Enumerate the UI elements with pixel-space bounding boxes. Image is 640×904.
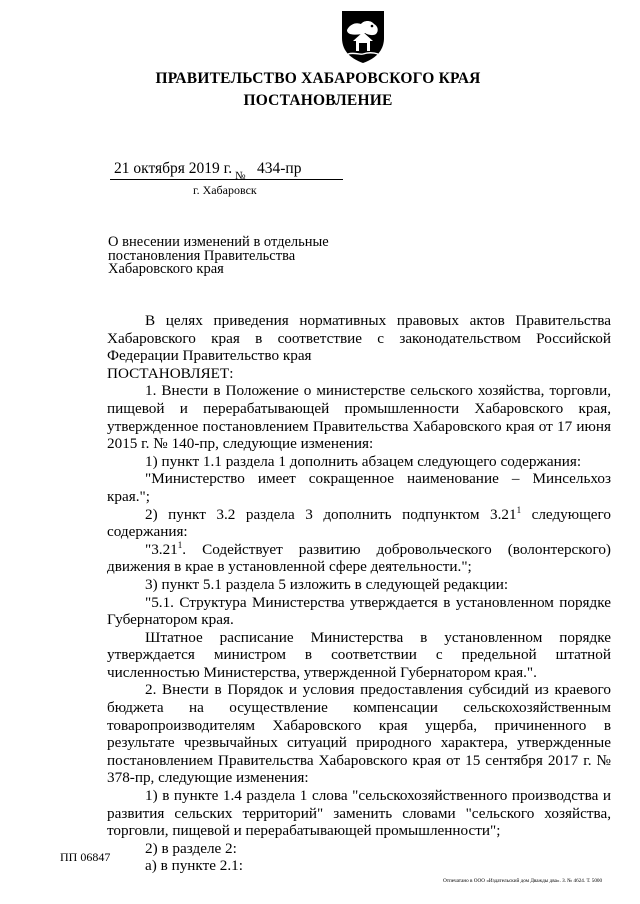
document-number: 434-пр [257,160,302,177]
paragraph: 1) в пункте 1.4 раздела 1 слова "сельскохозяйственного производства и развития сельских территорий" заменить словами "сельского хозяйства, торговли, пищевой и перерабатывающей промышленности"; [107,787,611,840]
paragraph [107,541,611,576]
text-run: 2) пункт 3.2 раздела 3 дополнить подпунктом 3.21 [145,505,517,523]
paragraph: 3) пункт 5.1 раздела 5 изложить в следующей редакции: [145,575,509,593]
printer-note: Отпечатано в ООО «Издательский дом Дважды два». З. № 4624. Т. 5000 [443,878,603,884]
paragraph: 2. Внести в Порядок и условия предоставления субсидий из краевого бюджета на осуществление компенсации сельскохозяйственным товаропроизводителям Хабаровского края ущерба, причиненного в результате чрезвычайных ситуаций природного характера, утвержденные постановлением Правительства Хабаровского края от 15 сентября 2017 г. № 378-пр, следующие изменения: [107,681,611,787]
paragraph: Штатное расписание Министерства в установленном порядке утверждается министром в соответствии с предельной штатной численностью Министерства, утвержденной Губернатором края.". [107,628,611,681]
text-run: . Содействует развитию добровольческого (волонтерского) движения в крае в установленной сфере деятельности."; [107,540,611,576]
paragraph: В целях приведения нормативных правовых актов Правительства Хабаровского края в соответствие с законодательством Российской Федерации Правительство края [107,312,611,365]
date-underline [110,179,343,180]
government-title: ПРАВИТЕЛЬСТВО ХАБАРОВСКОГО КРАЯ [155,70,481,87]
paragraph: 1) пункт 1.1 раздела 1 дополнить абзацем следующего содержания: [145,452,582,470]
document-body [107,312,611,875]
document-date: 21 октября 2019 г. [114,160,233,177]
paragraph: 2) в разделе 2: [145,839,237,857]
paragraph: "Министерство имеет сокращенное наименование – Минсельхоз края."; [107,470,611,505]
paragraph: а) в пункте 2.1: [145,857,243,875]
paragraph-resolves: ПОСТАНОВЛЯЕТ: [107,364,234,382]
paragraph [107,506,611,541]
text-run: следующего содержания: [107,505,611,541]
text-run: "3.21 [145,540,178,558]
superscript: 1 [516,504,522,515]
document-type: ПОСТАНОВЛЕНИЕ [243,92,393,109]
document-city: г. Хабаровск [193,183,257,197]
document-title: О внесении изменений в отдельные постановления Правительства Хабаровского края [108,234,329,277]
coat-of-arms-icon [338,8,388,64]
paragraph: 1. Внести в Положение о министерстве сельского хозяйства, торговли, пищевой и перерабатывающей промышленности Хабаровского края, утвержденное постановлением Правительства Хабаровского края от 17 июня 2015 г. № 140-пр, следующие изменения: [107,382,611,453]
document-code: ПП 06847 [60,850,111,864]
paragraph: "5.1. Структура Министерства утверждается в установленном порядке Губернатором края. [107,593,611,629]
number-sign: № [235,170,246,182]
superscript: 1 [177,539,183,550]
